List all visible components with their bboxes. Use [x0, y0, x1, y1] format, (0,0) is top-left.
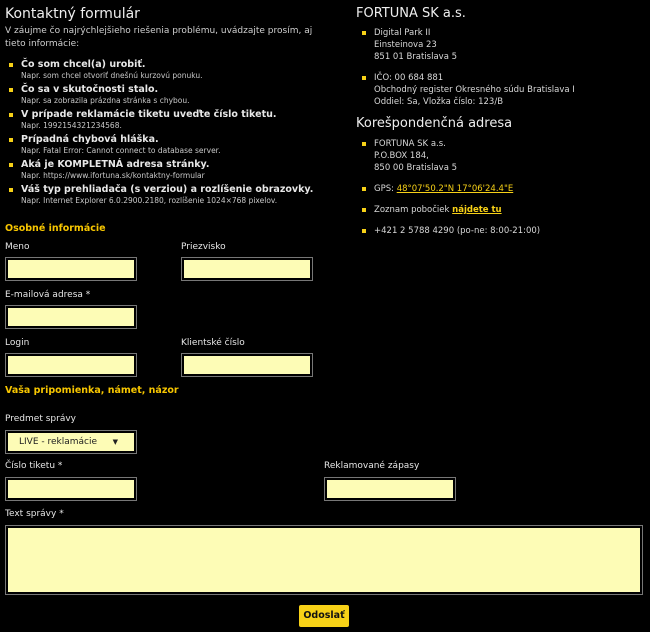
cislo-tiketu-input[interactable]	[5, 477, 137, 501]
company-address: Digital Park II Einsteinova 23 851 01 Bratislava 5	[356, 27, 646, 63]
branches-item: Zoznam pobočiek nájdete tu	[356, 204, 646, 216]
tips-list	[7, 59, 327, 209]
priezvisko-input[interactable]	[181, 257, 313, 281]
chevron-down-icon: ▼	[112, 438, 118, 446]
correspondence-title: Korešpondenčná adresa	[356, 116, 513, 131]
gps-link[interactable]: 48°07'50.2"N 17°06'24.4"E	[396, 184, 514, 194]
branches-link[interactable]: nájdete tu	[452, 205, 502, 215]
section-note: Vaša pripomienka, námet, názor	[5, 385, 179, 396]
tip-item: Váš typ prehliadača (s verziou) a rozlíšenie obrazovky. Napr. Internet Explorer 6.0.2900.2180, rozlíšenie 1024×768 pixelov.	[7, 184, 327, 206]
cislo-tiketu-label: Číslo tiketu *	[5, 461, 63, 471]
text-spravy-textarea[interactable]	[5, 525, 643, 595]
login-input[interactable]	[5, 353, 137, 377]
text-spravy-label: Text správy *	[5, 509, 64, 519]
submit-button[interactable]: Odoslať	[299, 605, 349, 627]
tip-item: Prípadná chybová hláška. Napr. Fatal Error: Cannot connect to database server.	[7, 134, 327, 156]
meno-label: Meno	[5, 242, 30, 252]
predmet-select-value: LIVE - reklamácie	[19, 437, 98, 447]
predmet-select[interactable]	[5, 430, 137, 454]
login-label: Login	[5, 338, 30, 348]
gps-item: GPS: 48°07'50.2"N 17°06'24.4"E	[356, 183, 646, 195]
klientske-cislo-input[interactable]	[181, 353, 313, 377]
intro-text: V záujme čo najrýchlejšieho riešenia problému, uvádzajte prosím, aj tieto informácie:	[5, 26, 313, 49]
company-info-list	[356, 27, 646, 117]
correspondence-list	[356, 138, 646, 246]
company-registry: IČO: 00 684 881 Obchodný register Okresného súdu Bratislava I Oddiel: Sa, Vložka číslo: 123/B	[356, 72, 646, 108]
reklamovane-zapasy-label: Reklamované zápasy	[324, 461, 420, 471]
email-input[interactable]	[5, 305, 137, 329]
priezvisko-label: Priezvisko	[181, 242, 226, 252]
klientske-cislo-label: Klientské číslo	[181, 338, 245, 348]
tip-item: Čo som chcel(a) urobiť. Napr. som chcel otvoriť dnešnú kurzovú ponuku.	[7, 59, 327, 81]
reklamovane-zapasy-input[interactable]	[324, 477, 456, 501]
company-title: FORTUNA SK a.s.	[356, 6, 466, 21]
page-title: Kontaktný formulár	[5, 6, 140, 22]
correspondence-address: FORTUNA SK a.s. P.O.BOX 184, 850 00 Bratislava 5	[356, 138, 646, 174]
email-label: E-mailová adresa *	[5, 290, 91, 300]
predmet-label: Predmet správy	[5, 414, 76, 424]
meno-input[interactable]	[5, 257, 137, 281]
section-personal-info: Osobné informácie	[5, 223, 106, 234]
tip-item: V prípade reklamácie tiketu uveďte číslo tiketu. Napr. 1992154321234568.	[7, 109, 327, 131]
tip-item: Čo sa v skutočnosti stalo. Napr. sa zobrazila prázdna stránka s chybou.	[7, 84, 327, 106]
tip-item: Aká je KOMPLETNÁ adresa stránky. Napr. https://www.ifortuna.sk/kontaktny-formular	[7, 159, 327, 181]
phone-item: +421 2 5788 4290 (po-ne: 8:00-21:00)	[356, 225, 646, 237]
